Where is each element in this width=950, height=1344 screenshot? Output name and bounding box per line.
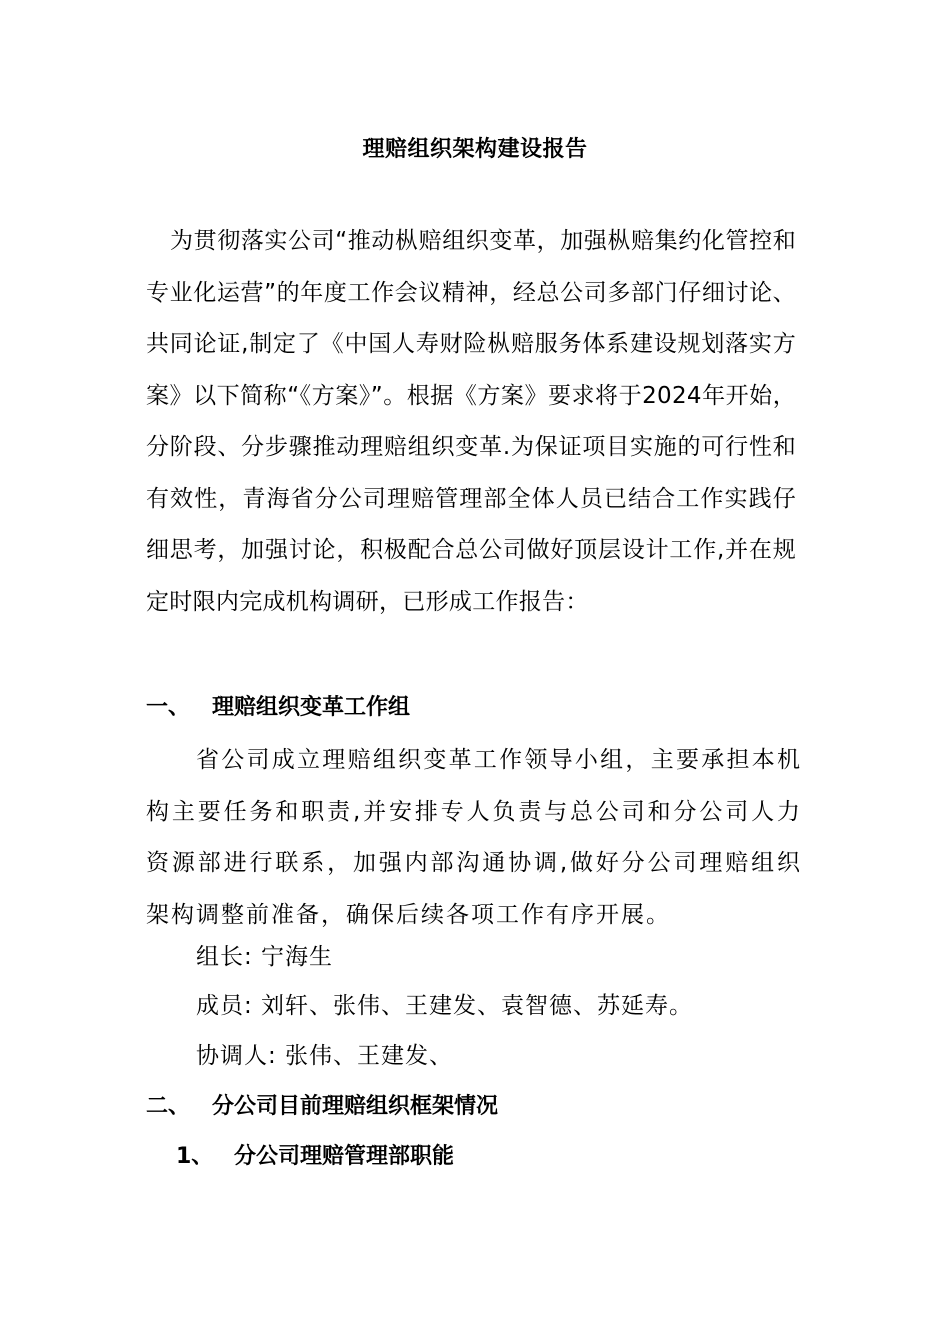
section-number-2: 二、 (146, 1094, 191, 1119)
section-number-1: 一、 (146, 695, 191, 720)
section-title-1: 理赔组织变革工作组 (212, 695, 411, 720)
section-title-2: 分公司目前理赔组织框架情况 (212, 1094, 499, 1119)
section-heading-1 (146, 690, 410, 726)
document-title: 理赔组织架构建设报告 (362, 137, 588, 162)
team-coordinators-line: 协调人: 张伟、王建发、 (196, 1043, 454, 1069)
subsection-title-1: 分公司理赔管理部职能 (234, 1144, 455, 1169)
section-1-paragraph: 省公司成立理赔组织变革工作领导小组，主要承担本机构主要任务和职责,并安排专人负责与总公司和分公司人力资源部进行联系，加强内部沟通协调,做好分公司理赔组织架构调整前准备，确保后续各项工作有序开展。 (146, 747, 802, 928)
team-leader-line: 组长: 宁海生 (196, 944, 334, 970)
subsection-number-1: 1、 (176, 1144, 214, 1169)
team-members-line: 成员: 刘轩、张伟、王建发、袁智德、苏延寿。 (196, 993, 694, 1019)
section-heading-2 (146, 1089, 498, 1125)
intro-paragraph: 为贯彻落实公司“推动枞赔组织变革，加强枞赔集约化管控和专业化运营”的年度工作会议精神，经总公司多部门仔细讨论、共同论证,制定了《中国人寿财险枞赔服务体系建设规划落实方案》以下简称“《方案》”。根据《方案》要求将于2024年开始，分阶段、分步骤推动理赔组织变革.为保证项目实施的可行性和有效性，青海省分公司理赔管理部全体人员已结合工作实践仔细思考，加强讨论，积极配合总公司做好顶层设计工作,并在规定时限内完成机构调研，已形成工作报告： (146, 228, 796, 615)
subsection-heading-1 (176, 1139, 454, 1175)
